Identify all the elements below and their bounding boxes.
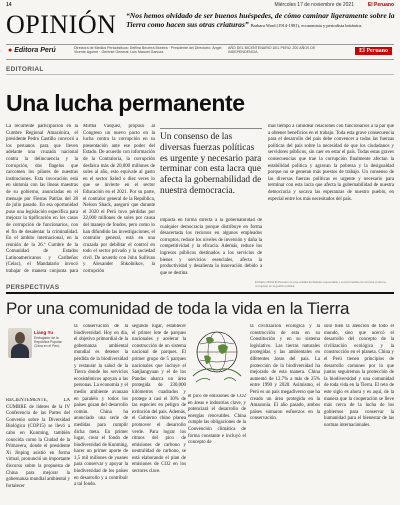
- editora-name: Editora Perú: [14, 47, 56, 54]
- page-header-bar: [6, 2, 394, 10]
- perspectivas-column-3: segundo lugar, establecer el primer lote de parques nacionales y acelerar la construcción de un sistema nacional de parques. El primer grupo de 5 parques nacionales que incluye el Sanjiangyuan y el de los Pandas abarca un área protegida de 230,000 kilómetros cuadrados y protege a casi el 30% de las especies en peligro de extinción del país. Además, el Gobierno chino planea promover el desarrollo verde. Para lograr los ritmos del pico de emisiones de carbono y neutralidad de carbono, se está elaborando el plan de emisiones de CO2 en los sectores clave.: [132, 324, 186, 475]
- globe-illustration: [188, 322, 246, 392]
- editorial-column-1: La recurrente participación en la Cumbre Regional Amazónica, el presidente Pedro Castillo convocó a los peruanos para que lleven adelante una cruzada nacional contra la delincuencia y la corrupción, dos flagelos que carcomen los pilares de nuestras instituciones. Esta invocación está en sintonía con las líneas maestras de su gobierno, anunciadas en el mensaje por Fiestas Patrias del 28 de julio pasado. En esa oportunidad puso una legislación específica para mejorar la tipificación en los casos de corrupción de funcionarios, con el fin de desalentar la criminalidad. En el ámbito internacional, en la reunión de la 26.ª Cumbre de la Comunidad de Estados Latinoamericanos y Caribeños (Celac), el Mandatario invocó trabajar de manera conjunta para: [6, 124, 78, 275]
- section-divider: [6, 74, 394, 75]
- author-role: Embajador de la República Popular China en el Perú.: [34, 336, 62, 349]
- page-number: 14: [6, 2, 12, 8]
- perspectivas-column-4: el pico de emisiones de CO2 en áreas e industrias clave, y potenciará el desarrollo de energías renovables. China cumple las obligaciones de la Convención climática de forma constante e incluyó el concepto de: [188, 394, 246, 446]
- brand-name: El Peruano: [367, 2, 394, 8]
- quote-source: Barbara Ward (1914-1981), economista y periodista británica.: [250, 22, 363, 28]
- perspectivas-headline: Por una comunidad de toda la vida en la Tierra: [6, 299, 350, 318]
- masthead-quote: [126, 12, 396, 30]
- bicentennial-banner: AÑO DEL BICENTENARIO DEL PERÚ: 200 AÑOS DE INDEPENDENCIA: [228, 46, 316, 55]
- perspectivas-divider: [6, 292, 394, 294]
- editorial-column-4: más tiempo a cabildear relaciones con funcionarios a la par que a obtener beneficios en el trabajo. Toda esta grave consecuencia para el desarrollo del país debe convencer a todas las fuerzas políticas del país sobre la necesidad de que los ciudadanos y servidores públicos, sin caer en estar el país. Todas estas graves consecuencias que trae la corrupción finalmente afectan la estabilidad política y agravan la pobreza y la desigualdad porque no se generan más puestos de trabajo. Un consenso de las diversas fuerzas políticas es urgente y necesario para terminar con esta lacra que afecta la gobernabilidad de nuestra democracia y socava las esperanzas de nuestro pueblo, en especial entre los más necesitados del país.: [268, 124, 394, 202]
- staff-credits: Directora de Medios Periodísticos: Delfina Becerra Moreira · Presidente del Directorio: Ángel Vicente Aguirre · Gerente General: Luis Manuel Ganoza: [74, 46, 222, 55]
- author-name: Liang Yu: [34, 330, 54, 335]
- editorial-headline: Una lucha permanente: [6, 90, 245, 116]
- perspectivas-column-6: solo bien la atención de todo el mundo, sino que acercó el desarrollo del concepto de la civilización ecológica y la construcción en el planeta. China y el Perú tienen principios de desarrollo comunes por lo que juntos seguiremos la protección de la biodiversidad y una comunidad de toda vida en la Tierra. El reto de este siglo es ahora y es aquí, de la manera que la cooperación se lleve más cerca de la lucha de los gobiernos para conservar la humanidad para el bienestar de las normas internacionales.: [324, 324, 394, 428]
- editorial-column-2: Mirtha Vásquez, propuso al Congreso un nuevo pacto en la lucha contra la corrupción en su presentación ante ese poder del Estado. De acuerdo con información de la Contraloría, la corrupción desfalca más de 20,000 millones de soles al año, esto equivale al gasto en el sector Salud o diez veces lo que se invierte en el sector Educación en el 2021. Por su parte, el contralor general de la República, Nelson Shack, aseguró que durante el 2020 el Perú tuvo pérdidas por 22,000 millones de soles por causa del manejo de fondos, pero como lo han difundido las investigaciones, el contralor general, está en una cruzada por debilitar el control en todo el sector privado y la sociedad civil. De acuerdo con John Sullivan y Alexander Shkolnikov, la corrupción: [83, 124, 155, 275]
- pull-quote: Un consenso de las diversas fuerzas políticas es urgente y necesario para terminar con esta lacra que afecta la gobernabilidad de nuestra democracia.: [160, 128, 262, 197]
- perspectivas-column-2: la conservación de la biodiversidad. Hoy en día, el objetivo primordial de la gobernanza ambiental mundial es detener la pérdida de la biodiversidad y restaurar la salud de la Tierra donde los servicios ecosistémicos apoyan a las personas. La economía y el medio ambiente avanzan en paralelo y todos los países gozan del desarrollo común. China ha anunciado una serie de medidas para cumplir dicha meta. En primer lugar, crear el fondo de biodiversidad de Kunming, hacer un primer aporte de 1,5 mil millones de yuanes para conservar y apoyar la biodiversidad de los países en desarrollo y a contribuir a tal fondo.: [74, 324, 128, 488]
- editorial-footnote: El Diario Oficial El Peruano es una entidad del Estado responsable y comprometida con la lucha contra la corrupción en la gestión pública.: [255, 280, 386, 288]
- issue-date: Miércoles 17 de noviembre de 2021: [274, 2, 354, 8]
- editorial-column-3: impacta en forma directa a la gobernabilidad de cualquier democracia porque distribuye en forma desacertada los recursos en algunos empleados corruptos; reduce los niveles de inversión y daña la competitividad y la eficacia. Además, reduce los ingresos públicos destinados a los servicios de bienes y servicios esenciales, afecta la productividad y desalienta la innovación debido a que se destina: [160, 218, 262, 276]
- author-photo: [8, 328, 32, 358]
- perspectivas-label: PERSPECTIVAS: [6, 284, 60, 291]
- editorial-label: EDITORIAL: [6, 66, 44, 73]
- el-peruano-logo: El Peruano: [355, 47, 392, 55]
- section-masthead: OPINIÓN: [6, 10, 117, 39]
- perspectivas-column-1: RECIENTEMENTE, LA CUMBRE de líderes de la IV Conferencia de las Partes del Convenio sobre la Diversidad Biológica (COP15) se llevó a cabo en Kunming, también conocida como la Ciudad de la Primavera, donde el presidente Xi Jinping asistió en forma virtual, pronunció un importante discurso sobre la propuesta de China para mejorar la gobernanza mundial ambiental y fortalecer: [6, 398, 70, 489]
- quote-text: “Nos hemos olvidado de ser buenos huéspedes, de cómo caminar ligeramente sobre la Tierra como hacen sus otras criaturas”: [126, 11, 395, 29]
- publisher-info-bar: [6, 44, 394, 60]
- globe-icon: [193, 332, 241, 382]
- perspectivas-column-5: la civilización ecológica y la construcción de esta en su Constitución y en su sistema legislativo. Las tierras naturales protegidas y las ambientales en diferentes áreas del país. La protección de la biodiversidad ha mejorado de esta manera. China aumentó de 12.7% a más de 25% entre 1990 y 2020. Asimismo, el Perú es un país megadiverso que ha creado un área protegida en la Amazonía. El año pasado, ambos países sumaron esfuerzos en la conservación.: [250, 324, 320, 422]
- red-dot-icon: ●: [8, 47, 13, 54]
- author-box: [6, 326, 70, 398]
- editora-logo: [8, 47, 56, 54]
